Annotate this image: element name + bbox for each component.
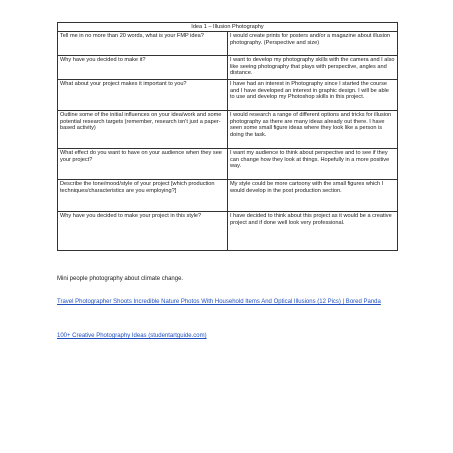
table-row <box>58 80 398 111</box>
table-header-row <box>58 23 398 32</box>
question-cell: What effect do you want to have on your audience when they see your project? <box>58 149 228 180</box>
bored-panda-link[interactable]: Travel Photographer Shoots Incredible Nature Photos With Household Items And Optical Illusions (12 Pics) | Bored Panda <box>57 299 381 305</box>
question-cell: What about your project makes it important to you? <box>58 80 228 111</box>
question-cell: Outline some of the initial influences on your idea/work and some potential research targets (remember, research isn't just a paper-based activity) <box>58 111 228 149</box>
answer-cell: My style could be more cartoony with the small figures which I would develop in the post production section. <box>228 180 398 212</box>
answer-cell: I want to develop my photography skills with the camera and I also like seeing photography that plays with perspective, angles and distance. <box>228 56 398 80</box>
table-row <box>58 180 398 212</box>
table-row <box>58 111 398 149</box>
answer-cell: I would create prints for posters and/or a magazine about illusion photography. (Perspective and size) <box>228 32 398 56</box>
note-text: Mini people photography about climate change. <box>57 276 184 282</box>
answer-cell: I have had an interest in Photography since I started the course and I have developed an interest in graphic design. I will be able to use and develop my Photoshop skills in this project. <box>228 80 398 111</box>
table-row <box>58 212 398 251</box>
table-row <box>58 56 398 80</box>
question-cell: Tell me in no more than 20 words, what is your FMP idea? <box>58 32 228 56</box>
table-title: Idea 1 – Illusion Photography <box>58 23 398 32</box>
table-row <box>58 32 398 56</box>
studentartguide-link[interactable]: 100+ Creative Photography Ideas (studentartguide.com) <box>57 333 207 339</box>
question-cell: Describe the tone/mood/style of your project [which production techniques/characteristics are you employing?] <box>58 180 228 212</box>
question-cell: Why have you decided to make it? <box>58 56 228 80</box>
fmp-idea-table <box>57 22 398 251</box>
table-row <box>58 149 398 180</box>
answer-cell: I have decided to think about this project as it would be a creative project and if done well look very professional. <box>228 212 398 251</box>
question-cell: Why have you decided to make your project in this style? <box>58 212 228 251</box>
answer-cell: I would research a range of different options and tricks for illusion photography as there are many ideas already out there. I have seen some small figure ideas where they look like a person is doing the task. <box>228 111 398 149</box>
answer-cell: I want my audience to think about perspective and to see if they can change how they look at things. Hopefully in a more positive way. <box>228 149 398 180</box>
